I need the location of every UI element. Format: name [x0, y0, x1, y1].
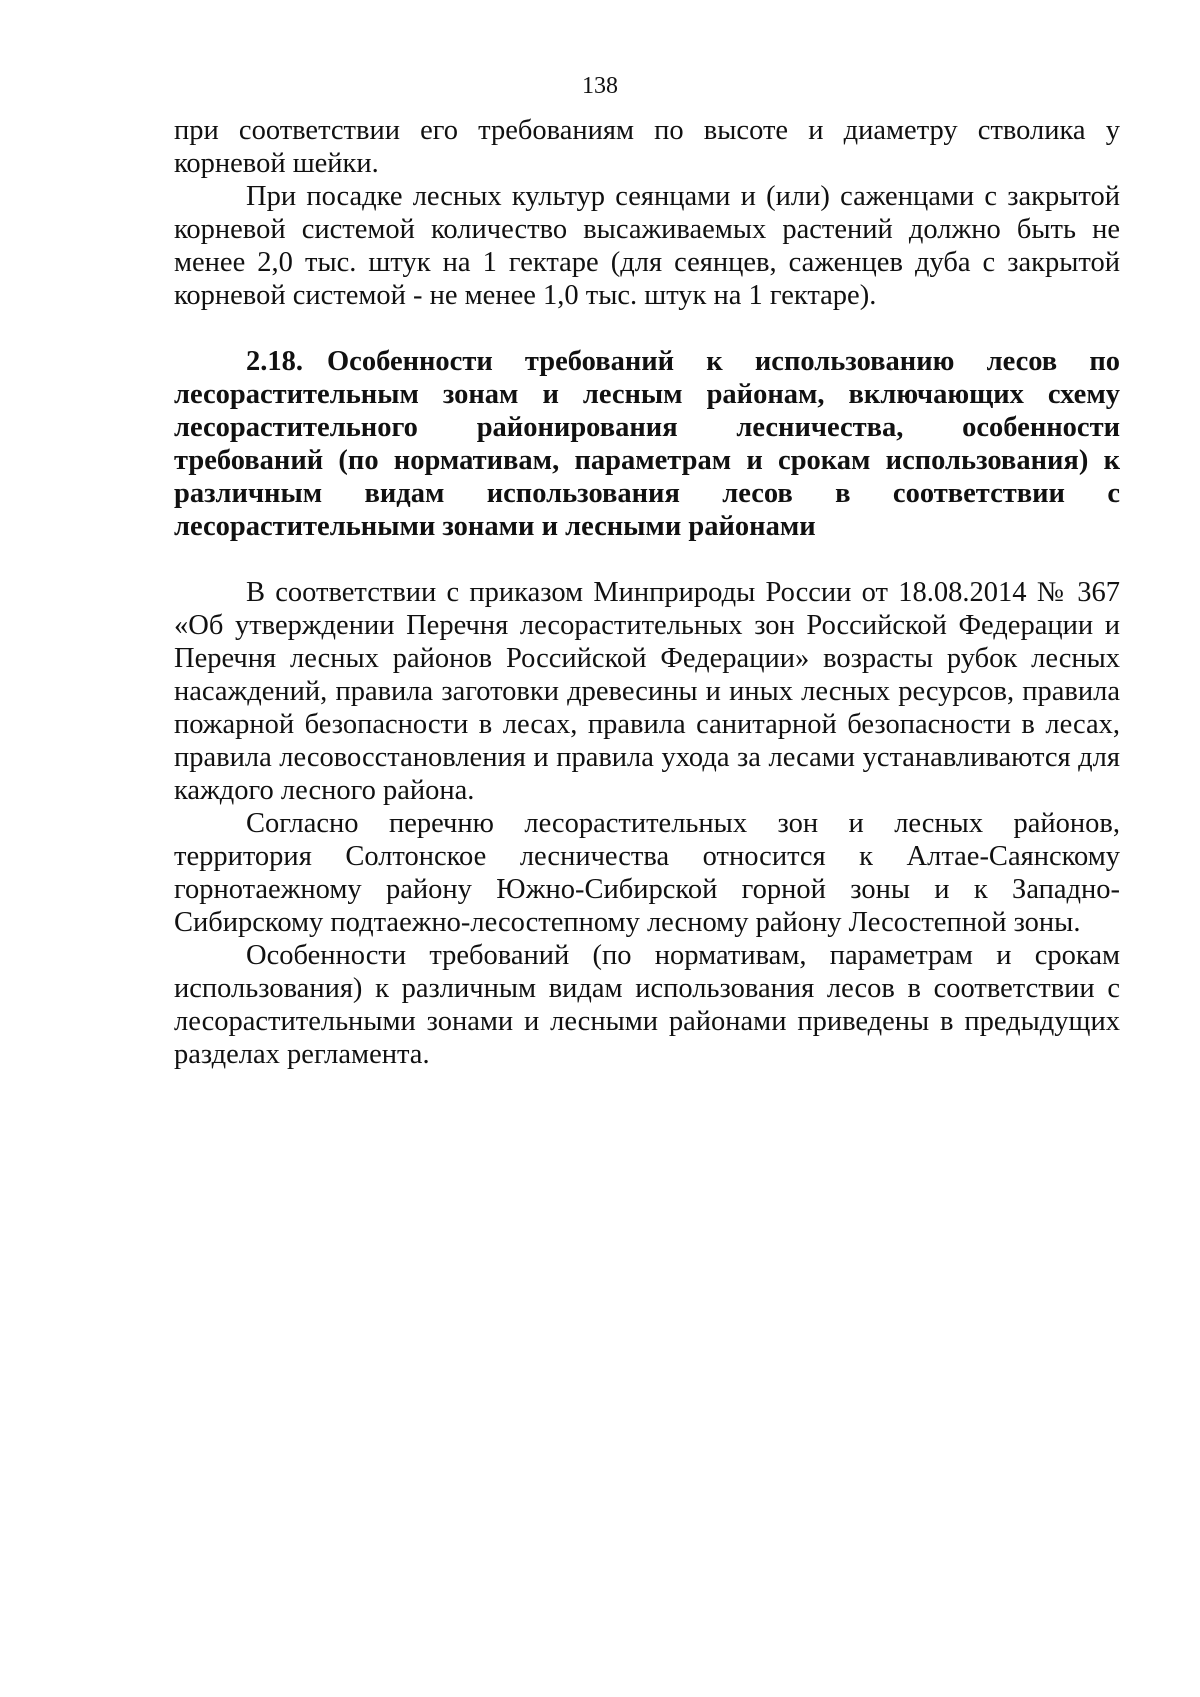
paragraph-forest-zones: Согласно перечню лесорастительных зон и лесных районов, территория Солтонское лесничества относится к Алтае-Саянскому горнотаежному району Южно-Сибирской горной зоны и к Западно-Сибирскому подтаежно-лесостепному лесному району Лесостепной зоны. — [174, 808, 1120, 938]
section-heading — [174, 345, 1120, 543]
paragraph-planting-density: При посадке лесных культур сеянцами и (или) саженцами с закрытой корневой системой количество высаживаемых растений должно быть не менее 2,0 тыс. штук на 1 гектаре (для сеянцев, саженцев дуба с закрытой корневой системой - не менее 1,0 тыс. штук на 1 гектаре). — [174, 181, 1120, 311]
paragraph-order-reference: В соответствии с приказом Минприроды России от 18.08.2014 № 367 «Об утверждении Перечня лесорастительных зон Российской Федерации и Перечня лесных районов Российской Федерации» возрасты рубок лесных насаждений, правила заготовки древесины и иных лесных ресурсов, правила пожарной безопасности в лесах, правила санитарной безопасности в лесах, правила лесовосстановления и правила ухода за лесами устанавливаются для каждого лесного района. — [174, 577, 1120, 806]
page-number: 138 — [582, 73, 618, 99]
section-number: 2.18. — [246, 346, 303, 377]
section-title: Особенности требований к использованию лесов по лесорастительным зонам и лесным районам, включающих схему лесорастительного районирования лесничества, особенности требований (по нормативам, параметрам и срокам использования) к различным видам использования лесов в соответствии с лесорастительными зонами и лесными районами — [174, 346, 1120, 542]
paragraph-continuation: при соответствии его требованиям по высоте и диаметру стволика у корневой шейки. — [174, 115, 1120, 179]
paragraph-requirements: Особенности требований (по нормативам, параметрам и срокам использования) к различным видам использования лесов в соответствии с лесорастительными зонами и лесными районами приведены в предыдущих разделах регламента. — [174, 940, 1120, 1070]
document-body — [174, 114, 1120, 1071]
